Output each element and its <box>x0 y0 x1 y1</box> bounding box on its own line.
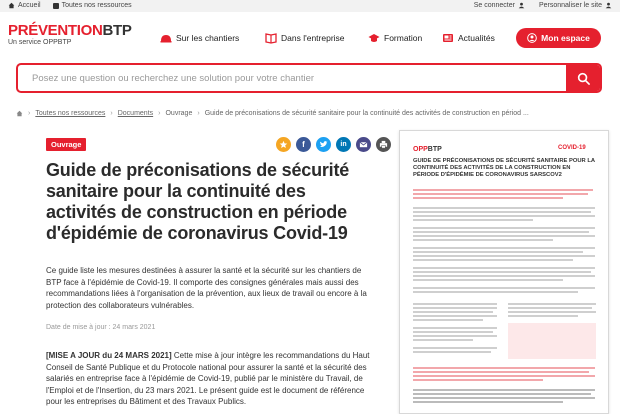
doc-text-line <box>413 335 497 337</box>
doc-text-line <box>413 235 595 237</box>
doc-text-line <box>413 307 497 309</box>
home-icon <box>8 2 15 9</box>
nav-label: Sur les chantiers <box>176 33 240 43</box>
doc-brand-red: OPP <box>413 146 428 153</box>
doc-title: GUIDE DE PRÉCONISATIONS DE SÉCURITÉ SANITAIRE POUR LA CONTINUITÉ DES ACTIVITÉS DE LA CONSTRUCTION EN PÉRIODE D'ÉPIDÉMIE DE CORONAVIRUS SARSCOV2 <box>413 158 595 178</box>
doc-text-line <box>413 231 589 233</box>
doc-text-line <box>413 197 563 199</box>
search-bar <box>16 63 602 93</box>
breadcrumb-separator: › <box>28 110 31 117</box>
doc-text-line <box>413 397 595 399</box>
email-icon[interactable] <box>356 137 371 152</box>
twitter-icon[interactable] <box>316 137 331 152</box>
doc-text-line <box>413 251 583 253</box>
doc-text-line <box>508 307 592 309</box>
doc-text-line <box>413 275 595 277</box>
breadcrumb-item[interactable]: Ouvrage <box>165 110 193 117</box>
login-link[interactable] <box>474 2 525 9</box>
doc-text-line <box>413 351 491 353</box>
doc-tag: COVID-19 <box>558 145 586 151</box>
doc-text-line <box>413 379 543 381</box>
nav-label: Actualités <box>458 33 495 43</box>
graduation-cap-icon <box>368 32 380 44</box>
linkedin-icon[interactable]: in <box>336 137 351 152</box>
doc-text-line <box>413 207 595 209</box>
doc-text-line <box>413 267 595 269</box>
doc-text-line <box>413 315 497 317</box>
doc-highlight-box <box>508 323 596 359</box>
nav-actualites[interactable] <box>442 32 495 44</box>
doc-text-line <box>413 339 473 341</box>
doc-text-line <box>413 215 595 217</box>
breadcrumb <box>16 110 529 117</box>
my-space-button[interactable] <box>516 28 601 48</box>
update-label: [MISE A JOUR du 24 MARS 2021] <box>46 351 172 360</box>
doc-text-line <box>413 319 483 321</box>
book-icon <box>265 32 277 44</box>
doc-text-line <box>413 291 578 293</box>
nav-sur-les-chantiers[interactable] <box>160 32 239 44</box>
nav-label: Formation <box>384 33 423 43</box>
update-date: Date de mise à jour : 24 mars 2021 <box>46 324 156 331</box>
favorite-icon[interactable] <box>276 137 291 152</box>
breadcrumb-separator: › <box>158 110 161 117</box>
all-resources-link[interactable] <box>53 2 132 9</box>
doc-text-line <box>413 347 497 349</box>
doc-text-line <box>508 303 596 305</box>
category-badge: Ouvrage <box>46 138 86 151</box>
doc-text-line <box>413 375 595 377</box>
personalize-link[interactable] <box>539 2 612 9</box>
news-icon <box>442 32 454 44</box>
doc-text-line <box>508 315 578 317</box>
update-text: Cette mise à jour intègre les recommandations du Haut Conseil de Santé Publique et du Protocole national pour assurer la santé et la sécurité des salariés en entreprise face à l'épidémie de Covid-19, publié par le ministère du Travail, de l'Emploi et de l'Insertion, du 23 mars 2021. Le présent guide est le document de référence pour les entreprises du Bâtiment et des Travaux Publics. <box>46 351 370 406</box>
doc-text-line <box>413 371 589 373</box>
breadcrumb-current: Guide de préconisations de sécurité sanitaire pour la continuité des activités de construction en périod ... <box>204 110 529 117</box>
doc-text-line <box>413 259 573 261</box>
nav-dans-entreprise[interactable] <box>265 32 345 44</box>
doc-text-line <box>413 303 497 305</box>
home-link-label: Accueil <box>18 2 41 9</box>
search-icon <box>577 72 590 85</box>
doc-text-line <box>413 367 595 369</box>
utility-bar <box>0 0 620 12</box>
breadcrumb-separator: › <box>110 110 113 117</box>
grid-icon <box>53 3 59 9</box>
doc-text-line <box>413 287 595 289</box>
logo-word-dark: BTP <box>102 22 132 39</box>
doc-text-line <box>413 311 493 313</box>
article-title: Guide de préconisations de sécurité sanitaire pour la continuité des activités de construction en période d'épidémie de coronavirus Covid-19 <box>46 160 350 243</box>
doc-text-line <box>413 401 563 403</box>
home-link[interactable] <box>8 2 41 9</box>
doc-text-line <box>413 219 533 221</box>
doc-text-line <box>413 327 497 329</box>
print-icon[interactable] <box>376 137 391 152</box>
article-intro: Ce guide liste les mesures destinées à assurer la santé et la sécurité sur les chantiers de BTP face à l'épidémie de Covid-19. Il comporte des consignes générales mais aussi des recommandations liées à l'organisation de la prévention, aux lieux de travail ou encore à la protection des collaborateurs vulnérables. <box>46 266 367 310</box>
doc-text-line <box>413 271 591 273</box>
doc-text-line <box>508 311 596 313</box>
logo-subtitle: Un service OPPBTP <box>8 39 72 46</box>
doc-text-line <box>413 247 595 249</box>
user-icon <box>518 2 525 9</box>
site-logo[interactable] <box>8 24 132 46</box>
logo-word-red: PRÉVENTION <box>8 22 103 39</box>
search-button[interactable] <box>566 65 600 91</box>
doc-text-line <box>413 211 591 213</box>
my-space-label: Mon espace <box>541 33 590 43</box>
doc-text-line <box>413 227 595 229</box>
user-circle-icon <box>527 33 537 43</box>
doc-text-line <box>413 279 563 281</box>
doc-brand-dark: BTP <box>427 146 442 153</box>
doc-text-line <box>413 393 591 395</box>
site-header <box>0 12 620 58</box>
doc-text-line <box>413 239 553 241</box>
doc-text-line <box>413 193 588 195</box>
login-label: Se connecter <box>473 2 515 9</box>
breadcrumb-item[interactable]: Toutes nos ressources <box>35 110 106 117</box>
share-bar <box>276 137 391 152</box>
update-note <box>46 350 378 408</box>
facebook-icon[interactable]: f <box>296 137 311 152</box>
helmet-icon <box>160 32 172 44</box>
all-resources-label: Toutes nos ressources <box>61 2 132 9</box>
personalize-label: Personnaliser le site <box>538 2 602 9</box>
nav-label: Dans l'entreprise <box>281 33 345 43</box>
breadcrumb-item[interactable]: Documents <box>117 110 154 117</box>
breadcrumb-separator: › <box>197 110 200 117</box>
document-preview[interactable] <box>399 130 609 414</box>
doc-text-line <box>413 331 493 333</box>
nav-formation[interactable] <box>368 32 422 44</box>
doc-brand <box>413 146 442 153</box>
search-input[interactable] <box>18 65 568 91</box>
doc-text-line <box>413 255 595 257</box>
user-settings-icon <box>605 2 612 9</box>
doc-text-line <box>413 389 595 391</box>
doc-text-line <box>413 189 593 191</box>
home-icon[interactable] <box>16 110 23 117</box>
